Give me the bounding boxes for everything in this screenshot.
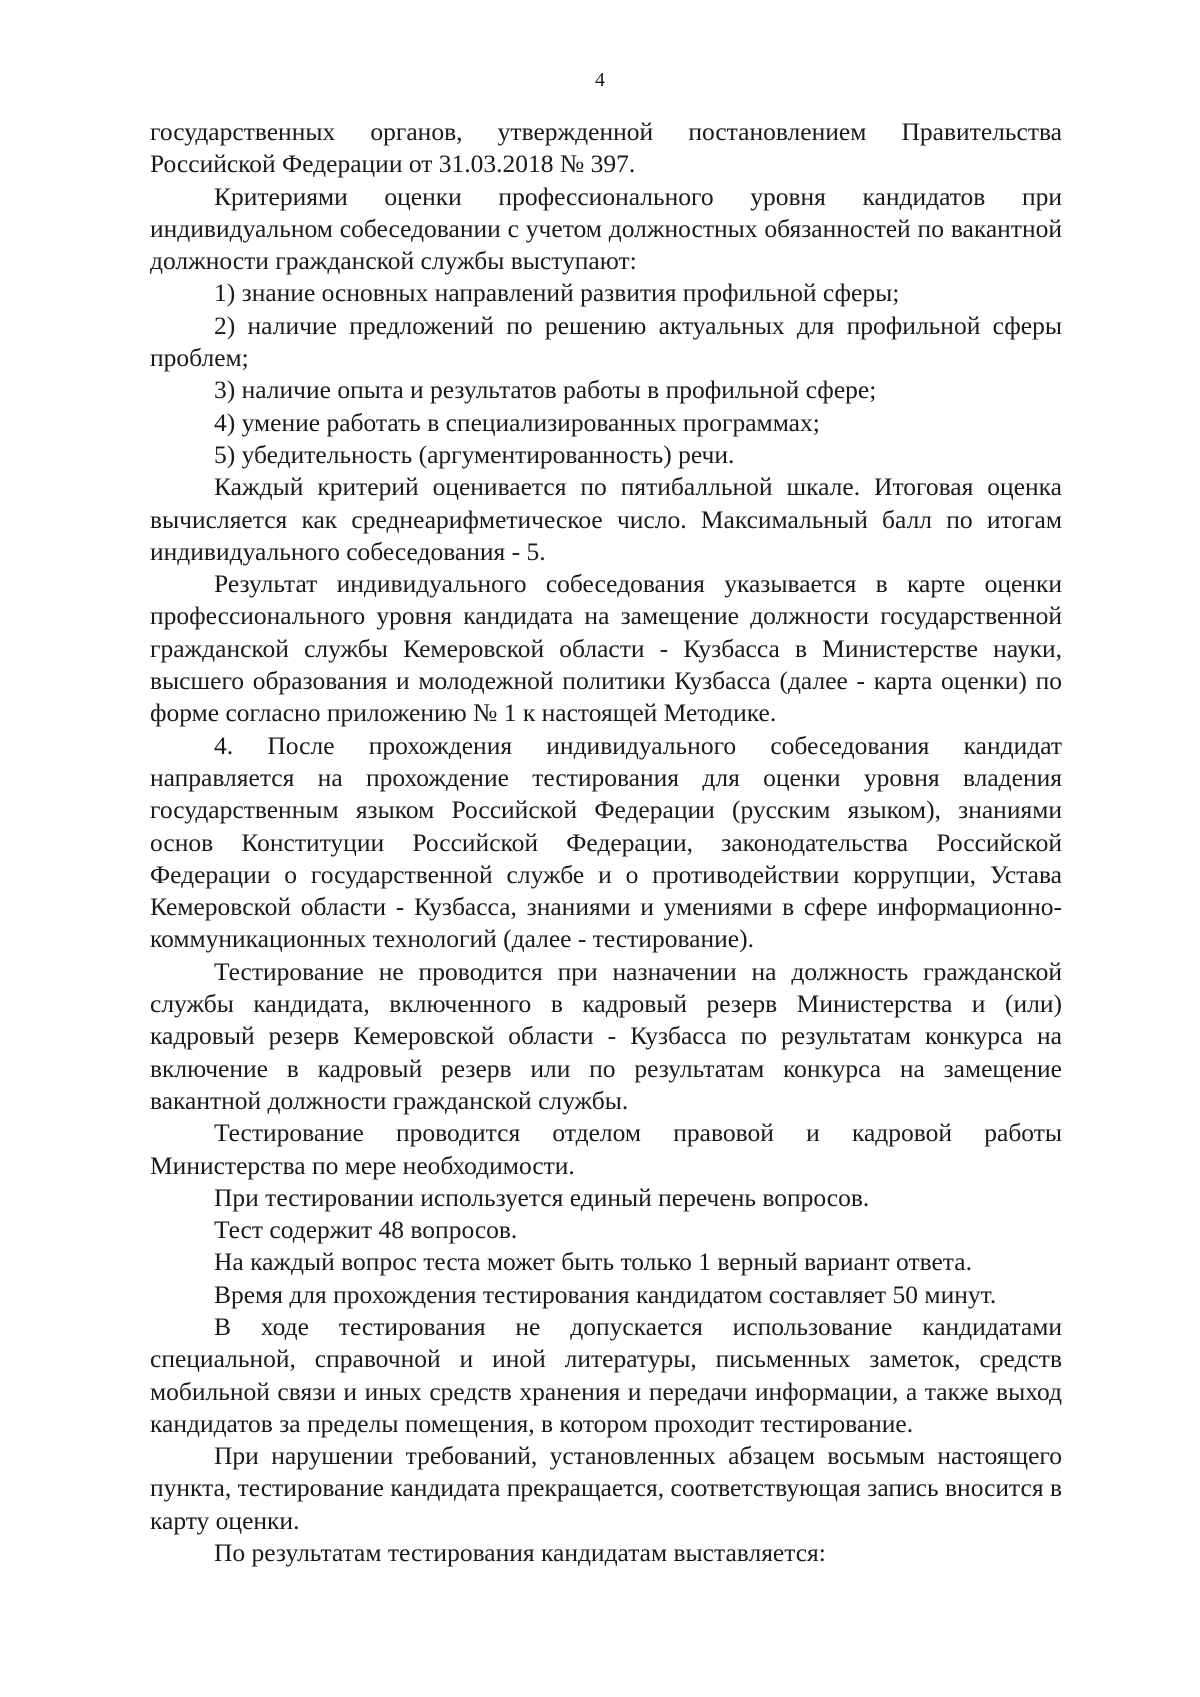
paragraph: Тест содержит 48 вопросов. — [214, 1215, 518, 1245]
criteria-item: 3) наличие опыта и результатов работы в профильной сфере; — [214, 375, 877, 405]
paragraph: При нарушении требований, установленных абзацем восьмым настоящего пункта, тестирование кандидата прекращается, соответствующая запись вносится в карту оценки. — [150, 1441, 1062, 1535]
page-number: 4 — [595, 69, 605, 91]
document-body — [150, 116, 1062, 1569]
paragraph: При тестировании используется единый перечень вопросов. — [214, 1182, 870, 1212]
criteria-item: 2) наличие предложений по решению актуальных для профильной сферы проблем; — [150, 310, 1062, 373]
numbered-clause: 4. После прохождения индивидуального собеседования кандидат направляется на прохождение тестирования для оценки уровня владения государственным языком Российской Федерации (русским языком), знаниями основ Конституции Российской Федерации, законодательства Российской Федерации о государственной службе и о противодействии коррупции, Устава Кемеровской области - Кузбасса, знаниями и умениями в сфере информационно-коммуникационных технологий (далее - тестирование). — [150, 730, 1062, 954]
paragraph: Тестирование проводится отделом правовой и кадровой работы Министерства по мере необходимости. — [150, 1118, 1062, 1180]
paragraph: Время для прохождения тестирования кандидатом составляет 50 минут. — [214, 1279, 997, 1309]
paragraph: Результат индивидуального собеседования указывается в карте оценки профессионального уровня кандидата на замещение должности государственной гражданской службы Кемеровской области - Кузбасса в Министерстве науки, высшего образования и молодежной политики Кузбасса (далее - карта оценки) по форме согласно приложению № 1 к настоящей Методике. — [150, 569, 1062, 728]
paragraph: Каждый критерий оценивается по пятибалльной шкале. Итоговая оценка вычисляется как среднеарифметическое число. Максимальный балл по итогам индивидуального собеседования - 5. — [150, 472, 1062, 566]
paragraph: В ходе тестирования не допускается использование кандидатами специальной, справочной и иной литературы, письменных заметок, средств мобильной связи и иных средств хранения и передачи информации, а также выход кандидатов за пределы помещения, в котором проходит тестирование. — [150, 1311, 1062, 1438]
paragraph: Тестирование не проводится при назначении на должность гражданской службы кандидата, включенного в кадровый резерв Министерства и (или) кадровый резерв Кемеровской области - Кузбасса по результатам конкурса на включение в кадровый резерв или по результатам конкурса на замещение вакантной должности гражданской службы. — [150, 956, 1062, 1115]
paragraph: Критериями оценки профессионального уровня кандидатов при индивидуальном собеседовании с учетом должностных обязанностей по вакантной должности гражданской службы выступают: — [150, 181, 1062, 276]
paragraph: На каждый вопрос теста может быть только 1 верный вариант ответа. — [214, 1247, 972, 1277]
criteria-item: 4) умение работать в специализированных программах; — [214, 407, 820, 437]
criteria-item: 5) убедительность (аргументированность) речи. — [214, 439, 735, 469]
paragraph: По результатам тестирования кандидатам выставляется: — [214, 1538, 826, 1568]
paragraph: государственных органов, утвержденной постановлением Правительства Российской Федерации от 31.03.2018 № 397. — [150, 117, 1062, 179]
criteria-item: 1) знание основных направлений развития профильной сферы; — [214, 278, 900, 308]
